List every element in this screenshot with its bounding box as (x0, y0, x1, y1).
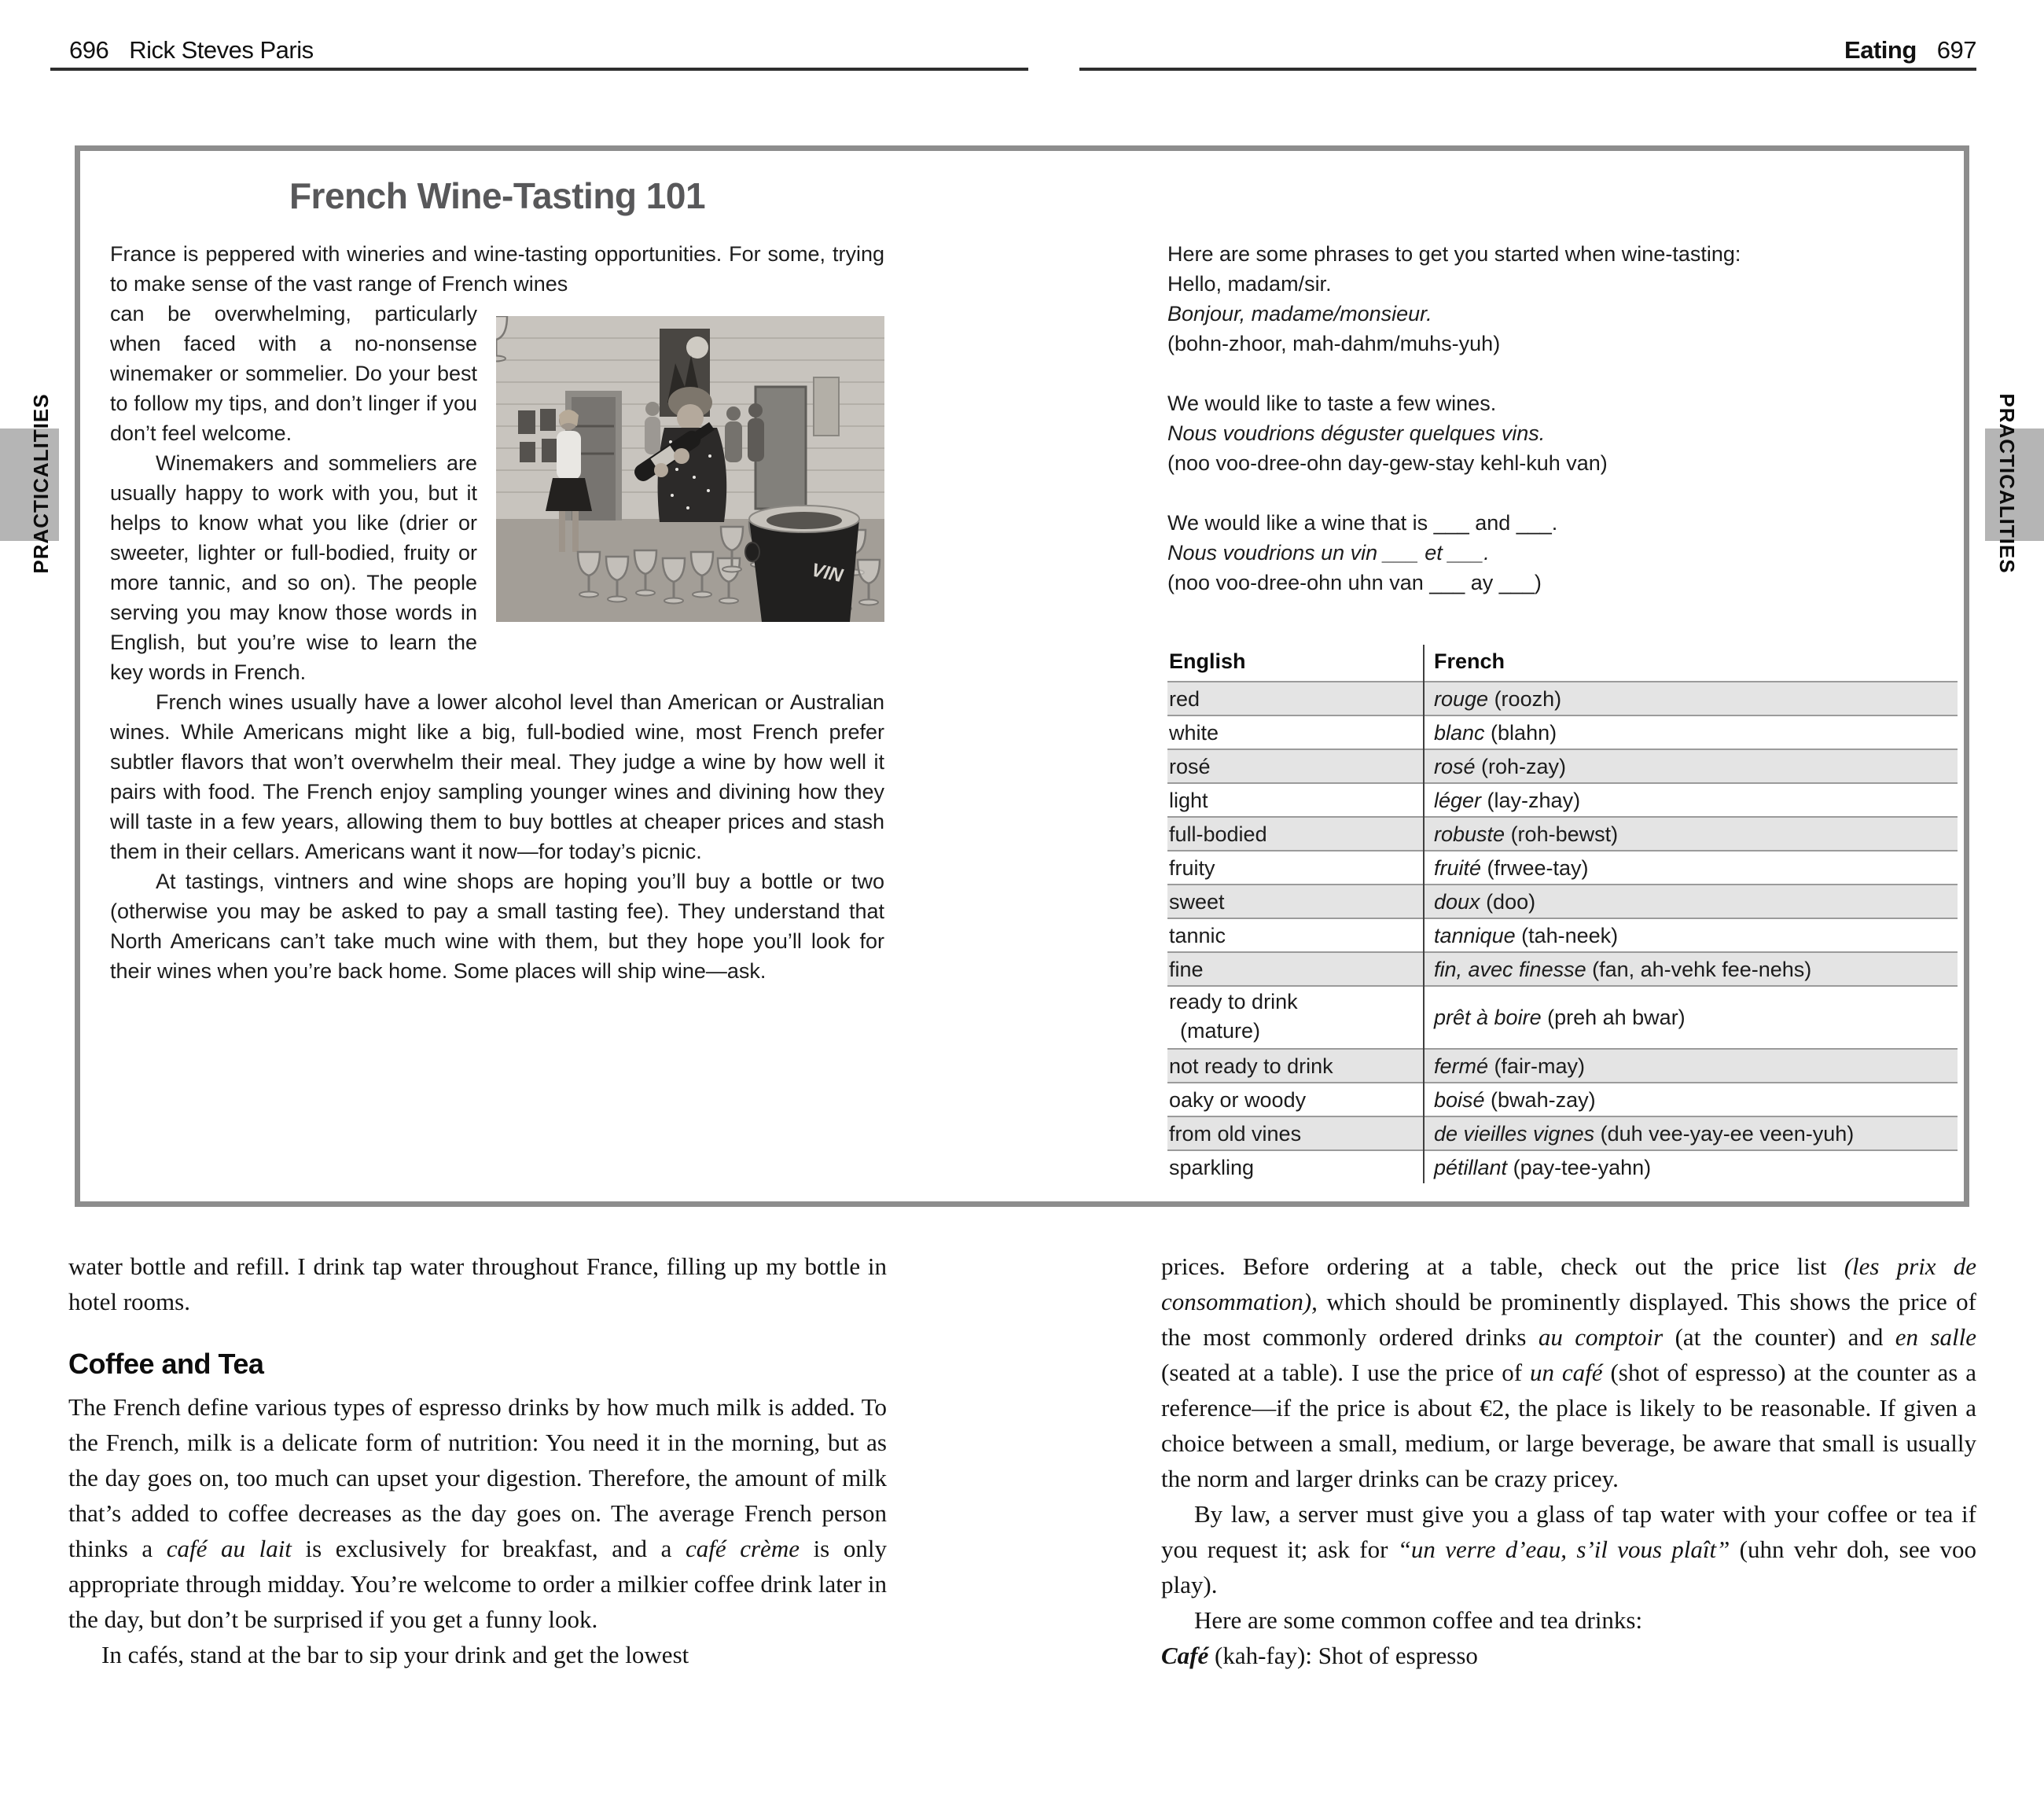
background-figure (645, 402, 660, 454)
box-paragraph: Winemakers and sommeliers are usually happy to work with you, but it helps to know what you like (drier or sweeter, lighter or full-bodied, fruity or more tannic, and so on). The people serving you may know those words in English, but you’re wise to learn the key words in French. (110, 451, 477, 684)
box-paragraph: At tastings, vintners and wine shops are hoping you’ll buy a bottle or two (otherwise you may be asked to pay a small tasting fee). They understand that North Americans can’t take much wine with them, but they hope you’ll look for their wines when you’re back home. Some places will ship wine—ask. (110, 870, 884, 983)
phrase-phonetic: (noo voo-dree-ohn uhn van ___ ay ___) (1167, 571, 1542, 594)
phrase-french: Nous voudrions déguster quelques vins. (1167, 421, 1546, 445)
table-row (1167, 715, 1958, 749)
cell-english: oaky or woody (1167, 1083, 1424, 1116)
body-paragraph: prices. Before ordering at a table, check out the price list (les prix de consommation), which should be prominently displayed. This shows the price of the most commonly ordered drinks au comptoir (at the counter) and en salle (seated at a table). I use the price of un café (shot of espresso) at the counter as a reference—if the price is about €2, the place is likely to be reasonable. If given a choice between a small, medium, or large beverage, be aware that small is usually the norm and larger drinks can be crazy pricey. (1161, 1252, 1976, 1492)
table-row (1167, 851, 1958, 885)
wine-table-rows (1167, 682, 1958, 1183)
table-row (1167, 986, 1958, 1049)
table-row (1167, 749, 1958, 783)
cell-english: light (1167, 783, 1424, 817)
cell-french: pétillant (pay-tee-yahn) (1434, 1155, 1652, 1179)
body-paragraph: In cafés, stand at the bar to sip your drink and get the lowest (101, 1641, 689, 1668)
table-row (1167, 783, 1958, 817)
cell-english: not ready to drink (1167, 1049, 1424, 1083)
section-title: Eating (1844, 36, 1917, 64)
background-figure (748, 403, 764, 462)
cell-english: tannic (1167, 918, 1424, 952)
page-number-left: 696 (69, 36, 109, 64)
table-row (1167, 885, 1958, 918)
header-rule-left (50, 68, 1028, 71)
cell-french: prêt à boire (preh ah bwar) (1434, 1006, 1686, 1029)
running-head-left (69, 36, 314, 64)
page-number-right: 697 (1936, 36, 1976, 64)
phrase-english: We would like to taste a few wines. (1167, 392, 1497, 415)
coffee-and-tea-heading: Coffee and Tea (68, 1348, 264, 1380)
cell-english: fruity (1167, 851, 1424, 885)
cell-french: fermé (fair-may) (1434, 1054, 1586, 1078)
box-column-right (1167, 239, 1958, 1183)
cell-french: robuste (roh-bewst) (1434, 822, 1619, 846)
phrase-french: Nous voudrions un vin ___ et ___. (1167, 541, 1490, 565)
cell-french: blanc (blahn) (1434, 720, 1557, 745)
cafe-term: Café (1161, 1642, 1209, 1669)
phrase-phonetic: (noo voo-dree-ohn day-gew-stay kehl-kuh van) (1167, 451, 1608, 475)
cell-french: léger (lay-zhay) (1434, 788, 1581, 812)
cell-english: rosé (1167, 749, 1424, 783)
phrases-intro: Here are some phrases to get you started when wine-tasting: (1167, 242, 1741, 266)
body-column-right (1161, 1249, 1976, 1673)
phrase-group (1167, 388, 1958, 478)
phrase-group (1167, 269, 1958, 359)
cell-french: rosé (roh-zay) (1434, 754, 1567, 778)
box-paragraph: French wines usually have a lower alcohol level than American or Australian wines. While Americans might like a big, full-bodied wine, most French prefer subtler flavors that won’t overwhelm their meal. They judge a wine by how well it pairs with food. The French enjoy sampling younger wines and divining how they will taste in a few years, allowing them to buy bottles at cheaper prices and stash them in their cellars. Americans want it now—for today’s picnic. (110, 690, 884, 863)
cell-english: full-bodied (1167, 817, 1424, 851)
body-column-left (68, 1249, 887, 1672)
cell-french: tannique (tah-neek) (1434, 923, 1619, 947)
book-title: Rick Steves Paris (129, 36, 314, 64)
bucket-label: VIN (809, 559, 845, 587)
phrase-group (1167, 508, 1958, 598)
wine-vocabulary-table (1167, 645, 1958, 1183)
table-row (1167, 1049, 1958, 1083)
phrase-french: Bonjour, madame/monsieur. (1167, 302, 1432, 326)
wine-tasting-photo (496, 316, 884, 622)
right-tab-label: PRACTICALITIES (1995, 393, 2019, 574)
body-paragraph: Café (kah-fay): Shot of espresso (1161, 1642, 1478, 1669)
phrase-phonetic: (bohn-zhoor, mah-dahm/muhs-yuh) (1167, 332, 1501, 355)
column-header-french: French (1434, 649, 1505, 673)
table-header-row (1167, 645, 1958, 682)
table-row (1167, 1150, 1958, 1183)
cell-english: from old vines (1167, 1116, 1424, 1150)
photo-wrap-zone (110, 299, 884, 986)
phrase-english: We would like a wine that is ___ and ___. (1167, 511, 1558, 535)
table-row (1167, 952, 1958, 986)
wine-tasting-photo-illustration (496, 316, 884, 622)
left-tab-label: PRACTICALITIES (29, 393, 53, 574)
cell-french: de vieilles vignes (duh vee-yay-ee veen-yuh) (1434, 1121, 1855, 1146)
cell-english: red (1167, 682, 1424, 715)
background-figure (725, 406, 742, 462)
box-title: French Wine-Tasting 101 (289, 175, 706, 216)
phrase-english: Hello, madam/sir. (1167, 272, 1332, 296)
box-column-left (110, 239, 884, 986)
column-header-english: English (1167, 645, 1424, 682)
box-paragraph: can be overwhelming, particularly when faced with a no-nonsense winemaker or sommelier. Do your best to follow my tips, and don’t linger if you don’t feel welcome. (110, 302, 477, 445)
wine-bucket (745, 506, 859, 622)
cell-french: rouge (roozh) (1434, 686, 1562, 711)
body-paragraph: Here are some common coffee and tea drinks: (1194, 1606, 1643, 1634)
cell-english: sweet (1167, 885, 1424, 918)
table-row (1167, 918, 1958, 952)
cell-english: sparkling (1167, 1150, 1424, 1183)
cell-french: fin, avec finesse (fan, ah-vehk fee-nehs) (1434, 957, 1812, 981)
box-paragraph: France is peppered with wineries and wine-tasting opportunities. For some, trying to make sense of the vast range of French wines (110, 242, 884, 296)
cell-french: doux (doo) (1434, 889, 1536, 914)
header-rule-right (1079, 68, 1976, 71)
cell-english: fine (1167, 952, 1424, 986)
table-row (1167, 682, 1958, 715)
cell-english: ready to drink (mature) (1167, 986, 1424, 1049)
table-row (1167, 1116, 1958, 1150)
running-head-right (1844, 36, 1976, 64)
cell-french: boisé (bwah-zay) (1434, 1087, 1596, 1112)
cell-french: fruité (frwee-tay) (1434, 855, 1589, 880)
wine-tasting-sidebar-box (75, 145, 1969, 1207)
body-paragraph: The French define various types of espresso drinks by how much milk is added. To the French, milk is a delicate form of nutrition: You need it in the morning, but as the day goes on, too much can upset your digestion. Therefore, the amount of milk that’s added to coffee decreases as the day goes on. The average French person thinks a café au lait is exclusively for breakfast, and a café crème is only appropriate through midday. You’re welcome to order a milkier coffee drink later in the day, but don’t be surprised if you get a funny look. (68, 1393, 887, 1633)
table-row (1167, 1083, 1958, 1116)
table-row (1167, 817, 1958, 851)
cell-english: white (1167, 715, 1424, 749)
body-paragraph: water bottle and refill. I drink tap water throughout France, filling up my bottle in hotel rooms. (68, 1252, 887, 1315)
body-paragraph: By law, a server must give you a glass of tap water with your coffee or tea if you request it; ask for “un verre d’eau, s’il vous plaît” (uhn vehr doh, see voo play). (1161, 1500, 1976, 1598)
